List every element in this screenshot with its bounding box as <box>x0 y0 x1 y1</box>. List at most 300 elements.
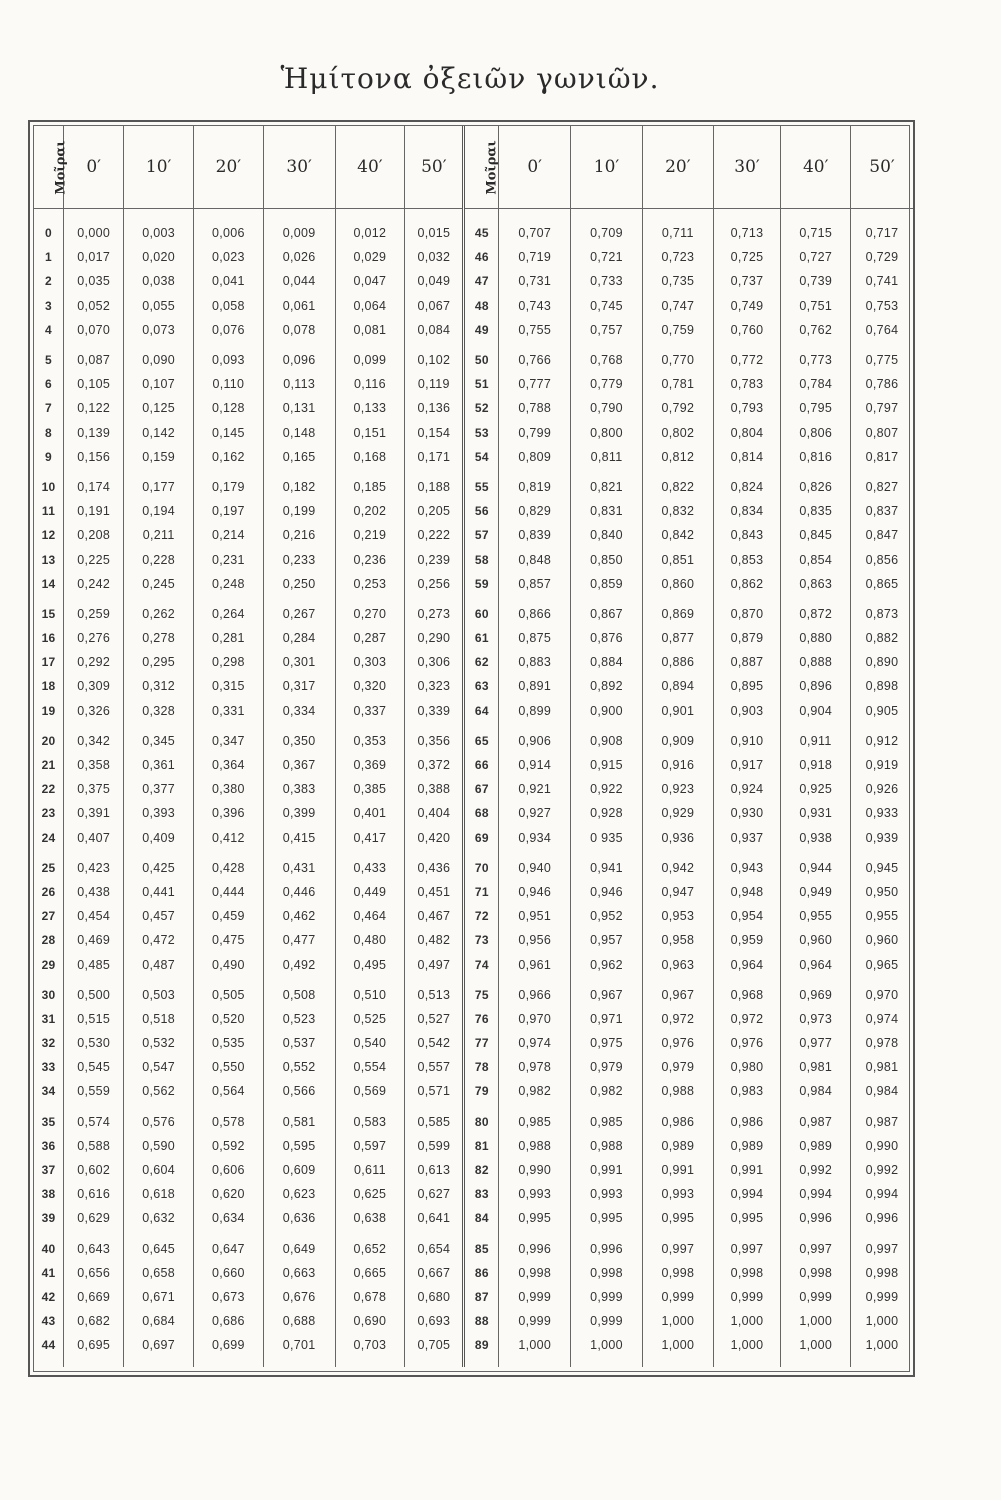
minute-header: 50′ <box>851 126 913 209</box>
sine-table <box>34 126 913 1367</box>
table-row <box>34 1104 913 1134</box>
sine-value-cell: 0,105 <box>64 372 124 396</box>
sine-value-cell: 0,145 <box>194 421 264 445</box>
sine-value-cell: 0,928 <box>571 801 643 825</box>
sine-value-cell: 0,890 <box>851 650 913 674</box>
sine-value-cell: 0,711 <box>642 209 713 246</box>
sine-value-cell: 0,032 <box>405 245 464 269</box>
sine-value-cell: 0,995 <box>713 1206 781 1230</box>
sine-value-cell: 0,942 <box>642 850 713 880</box>
sine-value-cell: 0,156 <box>64 445 124 469</box>
sine-value-cell: 0,966 <box>499 977 571 1007</box>
sine-value-cell: 0,688 <box>263 1309 335 1333</box>
sine-value-cell: 0,739 <box>781 269 851 293</box>
degree-cell: 47 <box>464 269 499 293</box>
sine-value-cell: 0,949 <box>781 880 851 904</box>
sine-value-cell: 0,723 <box>642 245 713 269</box>
table-row <box>34 1333 913 1367</box>
sine-value-cell: 0,997 <box>781 1231 851 1261</box>
sine-value-cell: 0,924 <box>713 777 781 801</box>
sine-value-cell: 0,420 <box>405 826 464 850</box>
sine-value-cell: 0,975 <box>571 1031 643 1055</box>
sine-value-cell: 0,523 <box>263 1007 335 1031</box>
sine-value-cell: 0,588 <box>64 1134 124 1158</box>
sine-value-cell: 0,783 <box>713 372 781 396</box>
sine-value-cell: 0,449 <box>335 880 405 904</box>
sine-value-cell: 0,228 <box>124 547 194 571</box>
sine-value-cell: 0,239 <box>405 547 464 571</box>
sine-value-cell: 0,078 <box>263 318 335 342</box>
degree-cell: 16 <box>41 631 56 646</box>
sine-value-cell: 0,876 <box>571 626 643 650</box>
sine-value-cell: 0,678 <box>335 1285 405 1309</box>
degree-cell: 44 <box>41 1338 56 1353</box>
sine-value-cell: 0,872 <box>781 596 851 626</box>
sine-value-cell: 1,000 <box>851 1309 913 1333</box>
sine-value-cell: 0,895 <box>713 674 781 698</box>
sine-value-cell: 0,559 <box>64 1079 124 1103</box>
sine-value-cell: 0,023 <box>194 245 264 269</box>
sine-value-cell: 0,464 <box>335 904 405 928</box>
sine-value-cell: 0,955 <box>851 904 913 928</box>
sine-value-cell: 0,967 <box>571 977 643 1007</box>
sine-value-cell: 0,482 <box>405 928 464 952</box>
sine-value-cell: 0,377 <box>124 777 194 801</box>
table-row <box>34 777 913 801</box>
degree-cell: 79 <box>464 1079 499 1103</box>
sine-value-cell: 0,337 <box>335 699 405 723</box>
sine-value-cell: 0,996 <box>499 1231 571 1261</box>
sine-value-cell: 0,927 <box>499 801 571 825</box>
sine-value-cell: 0,695 <box>64 1333 124 1367</box>
sine-value-cell: 1,000 <box>571 1333 643 1367</box>
sine-value-cell: 0,751 <box>781 294 851 318</box>
sine-value-cell: 0,845 <box>781 523 851 547</box>
degree-cell: 69 <box>464 826 499 850</box>
sine-value-cell: 0,369 <box>335 753 405 777</box>
sine-value-cell: 0,003 <box>124 209 194 246</box>
sine-value-cell: 0,676 <box>263 1285 335 1309</box>
sine-value-cell: 0,894 <box>642 674 713 698</box>
sine-value-cell: 0,954 <box>713 904 781 928</box>
degree-cell: 39 <box>41 1211 56 1226</box>
sine-value-cell: 0,317 <box>263 674 335 698</box>
sine-value-cell: 0,649 <box>263 1231 335 1261</box>
sine-value-cell: 0,298 <box>194 650 264 674</box>
table-row <box>34 245 913 269</box>
sine-value-cell: 0,901 <box>642 699 713 723</box>
sine-value-cell: 0,699 <box>194 1333 264 1367</box>
sine-value-cell: 0,525 <box>335 1007 405 1031</box>
sine-value-cell: 0,119 <box>405 372 464 396</box>
sine-value-cell: 0,725 <box>713 245 781 269</box>
sine-value-cell: 0,806 <box>781 421 851 445</box>
sine-value-cell: 0,715 <box>781 209 851 246</box>
sine-value-cell: 0,182 <box>263 469 335 499</box>
sine-value-cell: 0,964 <box>713 952 781 976</box>
sine-value-cell: 0,399 <box>263 801 335 825</box>
sine-value-cell: 0,735 <box>642 269 713 293</box>
page-title: Ἡμίτονα ὀξειῶν γωνιῶν. <box>280 62 660 95</box>
sine-value-cell: 0,788 <box>499 396 571 420</box>
sine-value-cell: 0,136 <box>405 396 464 420</box>
table-row <box>34 928 913 952</box>
sine-value-cell: 0,645 <box>124 1231 194 1261</box>
degree-cell: 20 <box>41 733 56 748</box>
sine-value-cell: 0,762 <box>781 318 851 342</box>
sine-value-cell: 0,248 <box>194 572 264 596</box>
sine-value-cell: 0,918 <box>781 753 851 777</box>
sine-value-cell: 0,292 <box>64 650 124 674</box>
degree-cell: 84 <box>464 1206 499 1230</box>
sine-value-cell: 0,667 <box>405 1261 464 1285</box>
sine-value-cell: 0,986 <box>642 1104 713 1134</box>
sine-value-cell: 0,930 <box>713 801 781 825</box>
sine-value-cell: 0,009 <box>263 209 335 246</box>
degree-cell: 27 <box>41 909 56 924</box>
degree-cell: 46 <box>464 245 499 269</box>
sine-value-cell: 0,372 <box>405 753 464 777</box>
sine-value-cell: 0,133 <box>335 396 405 420</box>
sine-value-cell: 0,171 <box>405 445 464 469</box>
sine-value-cell: 0,860 <box>642 572 713 596</box>
table-row <box>34 1231 913 1261</box>
table-row <box>34 1182 913 1206</box>
sine-value-cell: 0,807 <box>851 421 913 445</box>
sine-value-cell: 0,999 <box>571 1309 643 1333</box>
table-row <box>34 1079 913 1103</box>
sine-value-cell: 0,597 <box>335 1134 405 1158</box>
sine-value-cell: 0,892 <box>571 674 643 698</box>
sine-value-cell: 0,937 <box>713 826 781 850</box>
sine-value-cell: 0,412 <box>194 826 264 850</box>
sine-value-cell: 0,557 <box>405 1055 464 1079</box>
sine-value-cell: 0,191 <box>64 499 124 523</box>
table-row <box>34 977 913 1007</box>
sine-value-cell: 0,809 <box>499 445 571 469</box>
sine-value-cell: 0,477 <box>263 928 335 952</box>
minute-header: 40′ <box>781 126 851 209</box>
sine-value-cell: 0,636 <box>263 1206 335 1230</box>
sine-value-cell: 0,188 <box>405 469 464 499</box>
sine-value-cell: 0,989 <box>713 1134 781 1158</box>
sine-value-cell: 0,174 <box>64 469 124 499</box>
sine-value-cell: 0,537 <box>263 1031 335 1055</box>
sine-value-cell: 0,869 <box>642 596 713 626</box>
degree-cell: 73 <box>464 928 499 952</box>
sine-value-cell: 0,953 <box>642 904 713 928</box>
sine-value-cell: 0,462 <box>263 904 335 928</box>
table-row <box>34 445 913 469</box>
sine-value-cell: 0,347 <box>194 723 264 753</box>
sine-value-cell: 0,290 <box>405 626 464 650</box>
sine-value-cell: 0,883 <box>499 650 571 674</box>
degree-cell: 0 <box>45 226 53 241</box>
sine-value-cell: 0,179 <box>194 469 264 499</box>
sine-value-cell: 0,974 <box>851 1007 913 1031</box>
sine-value-cell: 0,970 <box>499 1007 571 1031</box>
sine-value-cell: 0,707 <box>499 209 571 246</box>
sine-value-cell: 0,388 <box>405 777 464 801</box>
degree-cell: 18 <box>41 679 56 694</box>
sine-value-cell: 0,270 <box>335 596 405 626</box>
sine-value-cell: 0,566 <box>263 1079 335 1103</box>
sine-value-cell: 0,652 <box>335 1231 405 1261</box>
sine-value-cell: 0,988 <box>642 1079 713 1103</box>
degree-cell: 49 <box>464 318 499 342</box>
sine-value-cell: 0,875 <box>499 626 571 650</box>
sine-value-cell: 0,564 <box>194 1079 264 1103</box>
sine-value-cell: 0,142 <box>124 421 194 445</box>
degree-cell: 43 <box>41 1314 56 1329</box>
sine-value-cell: 0,331 <box>194 699 264 723</box>
sine-value-cell: 0,777 <box>499 372 571 396</box>
sine-value-cell: 0,604 <box>124 1158 194 1182</box>
sine-value-cell: 0,055 <box>124 294 194 318</box>
sine-value-cell: 0,364 <box>194 753 264 777</box>
table-row <box>34 1158 913 1182</box>
degree-column-header-left <box>34 126 69 209</box>
sine-value-cell: 0,848 <box>499 547 571 571</box>
table-row <box>34 699 913 723</box>
sine-value-cell: 0,205 <box>405 499 464 523</box>
sine-value-cell: 0,527 <box>405 1007 464 1031</box>
sine-value-cell: 0,214 <box>194 523 264 547</box>
sine-value-cell: 0,385 <box>335 777 405 801</box>
sine-value-cell: 0,976 <box>713 1031 781 1055</box>
sine-value-cell: 0,910 <box>713 723 781 753</box>
sine-value-cell: 0,070 <box>64 318 124 342</box>
degree-cell: 37 <box>41 1163 56 1178</box>
sine-value-cell: 0,061 <box>263 294 335 318</box>
sine-value-cell: 0,705 <box>405 1333 464 1367</box>
sine-value-cell: 0,811 <box>571 445 643 469</box>
sine-value-cell: 0,816 <box>781 445 851 469</box>
sine-value-cell: 0,945 <box>851 850 913 880</box>
sine-value-cell: 0,851 <box>642 547 713 571</box>
table-row <box>34 1031 913 1055</box>
sine-value-cell: 0,684 <box>124 1309 194 1333</box>
sine-value-cell: 0,131 <box>263 396 335 420</box>
sine-value-cell: 0,719 <box>499 245 571 269</box>
sine-value-cell: 0,431 <box>263 850 335 880</box>
sine-value-cell: 0,438 <box>64 880 124 904</box>
sine-value-cell: 0,087 <box>64 342 124 372</box>
sine-value-cell: 1,000 <box>642 1309 713 1333</box>
table-row <box>34 801 913 825</box>
sine-value-cell: 0,697 <box>124 1333 194 1367</box>
sine-value-cell: 1,000 <box>713 1309 781 1333</box>
sine-value-cell: 0,073 <box>124 318 194 342</box>
sine-value-cell: 0 935 <box>571 826 643 850</box>
sine-value-cell: 0,276 <box>64 626 124 650</box>
degree-cell: 40 <box>41 1241 56 1256</box>
sine-value-cell: 0,423 <box>64 850 124 880</box>
sine-value-cell: 0,998 <box>781 1261 851 1285</box>
sine-value-cell: 0,886 <box>642 650 713 674</box>
sine-value-cell: 0,609 <box>263 1158 335 1182</box>
sine-value-cell: 0,961 <box>499 952 571 976</box>
sine-value-cell: 0,569 <box>335 1079 405 1103</box>
sine-value-cell: 0,905 <box>851 699 913 723</box>
sine-value-cell: 0,981 <box>781 1055 851 1079</box>
sine-value-cell: 0,908 <box>571 723 643 753</box>
degree-cell: 29 <box>41 957 56 972</box>
sine-value-cell: 0,900 <box>571 699 643 723</box>
sine-value-cell: 0,599 <box>405 1134 464 1158</box>
sine-value-cell: 0,976 <box>642 1031 713 1055</box>
sine-value-cell: 0,459 <box>194 904 264 928</box>
sine-value-cell: 0,393 <box>124 801 194 825</box>
sine-value-cell: 0,623 <box>263 1182 335 1206</box>
sine-value-cell: 0,965 <box>851 952 913 976</box>
sine-value-cell: 0,822 <box>642 469 713 499</box>
sine-value-cell: 0,753 <box>851 294 913 318</box>
degree-cell: 88 <box>464 1309 499 1333</box>
sine-value-cell: 0,273 <box>405 596 464 626</box>
sine-value-cell: 0,578 <box>194 1104 264 1134</box>
degree-cell: 78 <box>464 1055 499 1079</box>
sine-value-cell: 0,550 <box>194 1055 264 1079</box>
sine-value-cell: 0,278 <box>124 626 194 650</box>
sine-value-cell: 0,984 <box>781 1079 851 1103</box>
sine-value-cell: 0,888 <box>781 650 851 674</box>
sine-value-cell: 0,853 <box>713 547 781 571</box>
degree-cell: 67 <box>464 777 499 801</box>
sine-value-cell: 0,508 <box>263 977 335 1007</box>
sine-value-cell: 0,755 <box>499 318 571 342</box>
sine-value-cell: 0,396 <box>194 801 264 825</box>
table-row <box>34 904 913 928</box>
sine-value-cell: 0,480 <box>335 928 405 952</box>
sine-value-cell: 0,686 <box>194 1309 264 1333</box>
sine-value-cell: 0,903 <box>713 699 781 723</box>
sine-value-cell: 0,993 <box>499 1182 571 1206</box>
sine-value-cell: 0,518 <box>124 1007 194 1031</box>
sine-value-cell: 0,972 <box>642 1007 713 1031</box>
sine-value-cell: 0,992 <box>851 1158 913 1182</box>
sine-value-cell: 0,775 <box>851 342 913 372</box>
sine-value-cell: 0,532 <box>124 1031 194 1055</box>
sine-value-cell: 0,409 <box>124 826 194 850</box>
sine-value-cell: 0,110 <box>194 372 264 396</box>
sine-value-cell: 0,832 <box>642 499 713 523</box>
sine-value-cell: 0,185 <box>335 469 405 499</box>
sine-value-cell: 0,856 <box>851 547 913 571</box>
sine-value-cell: 0,616 <box>64 1182 124 1206</box>
sine-value-cell: 0,987 <box>851 1104 913 1134</box>
sine-value-cell: 0,950 <box>851 880 913 904</box>
sine-value-cell: 0,326 <box>64 699 124 723</box>
sine-value-cell: 0,727 <box>781 245 851 269</box>
sine-value-cell: 0,064 <box>335 294 405 318</box>
degree-cell: 12 <box>41 528 56 543</box>
sine-value-cell: 0,510 <box>335 977 405 1007</box>
sine-value-cell: 0,929 <box>642 801 713 825</box>
sine-value-cell: 0,602 <box>64 1158 124 1182</box>
sine-value-cell: 0,159 <box>124 445 194 469</box>
sine-value-cell: 0,999 <box>642 1285 713 1309</box>
sine-value-cell: 0,797 <box>851 396 913 420</box>
sine-value-cell: 0,972 <box>713 1007 781 1031</box>
sine-value-cell: 0,997 <box>713 1231 781 1261</box>
sine-value-cell: 0,919 <box>851 753 913 777</box>
degree-cell: 76 <box>464 1007 499 1031</box>
degree-cell: 3 <box>45 298 53 313</box>
sine-value-cell: 0,041 <box>194 269 264 293</box>
sine-value-cell: 0,407 <box>64 826 124 850</box>
degree-cell: 4 <box>45 322 53 337</box>
sine-value-cell: 0,552 <box>263 1055 335 1079</box>
sine-value-cell: 0,611 <box>335 1158 405 1182</box>
sine-value-cell: 0,044 <box>263 269 335 293</box>
degree-cell: 19 <box>41 703 56 718</box>
degree-cell: 50 <box>464 342 499 372</box>
degree-cell: 23 <box>41 806 56 821</box>
sine-value-cell: 0,583 <box>335 1104 405 1134</box>
sine-value-cell: 0,996 <box>851 1206 913 1230</box>
sine-value-cell: 0,952 <box>571 904 643 928</box>
sine-value-cell: 0,581 <box>263 1104 335 1134</box>
sine-value-cell: 0,245 <box>124 572 194 596</box>
minute-header: 30′ <box>263 126 335 209</box>
sine-value-cell: 0,495 <box>335 952 405 976</box>
sine-value-cell: 0,979 <box>571 1055 643 1079</box>
sine-value-cell: 0,383 <box>263 777 335 801</box>
table-row <box>34 294 913 318</box>
sine-value-cell: 0,784 <box>781 372 851 396</box>
degree-cell: 33 <box>41 1060 56 1075</box>
sine-value-cell: 0,804 <box>713 421 781 445</box>
sine-value-cell: 0,015 <box>405 209 464 246</box>
sine-value-cell: 0,946 <box>499 880 571 904</box>
sine-value-cell: 0,721 <box>571 245 643 269</box>
sine-value-cell: 0,417 <box>335 826 405 850</box>
sine-value-cell: 0,995 <box>571 1206 643 1230</box>
sine-value-cell: 0,986 <box>713 1104 781 1134</box>
degree-cell: 21 <box>41 758 56 773</box>
sine-value-cell: 0,749 <box>713 294 781 318</box>
sine-value-cell: 0,999 <box>571 1285 643 1309</box>
sine-value-cell: 0,994 <box>851 1182 913 1206</box>
sine-value-cell: 0,793 <box>713 396 781 420</box>
degree-cell: 28 <box>41 933 56 948</box>
sine-value-cell: 0,264 <box>194 596 264 626</box>
sine-value-cell: 0,867 <box>571 596 643 626</box>
sine-value-cell: 0,743 <box>499 294 571 318</box>
sine-value-cell: 0,467 <box>405 904 464 928</box>
sine-value-cell: 0,358 <box>64 753 124 777</box>
degree-cell: 61 <box>464 626 499 650</box>
degree-cell: 5 <box>45 353 53 368</box>
sine-value-cell: 0,792 <box>642 396 713 420</box>
sine-value-cell: 0,148 <box>263 421 335 445</box>
sine-value-cell: 0,936 <box>642 826 713 850</box>
sine-value-cell: 0,989 <box>642 1134 713 1158</box>
table-row <box>34 547 913 571</box>
degree-cell: 68 <box>464 801 499 825</box>
sine-value-cell: 0,995 <box>499 1206 571 1230</box>
sine-value-cell: 0,671 <box>124 1285 194 1309</box>
sine-value-cell: 0,194 <box>124 499 194 523</box>
sine-value-cell: 0,982 <box>571 1079 643 1103</box>
sine-value-cell: 0,786 <box>851 372 913 396</box>
sine-value-cell: 0,914 <box>499 753 571 777</box>
sine-value-cell: 0,451 <box>405 880 464 904</box>
sine-value-cell: 0,933 <box>851 801 913 825</box>
degree-cell: 52 <box>464 396 499 420</box>
sine-value-cell: 0,882 <box>851 626 913 650</box>
